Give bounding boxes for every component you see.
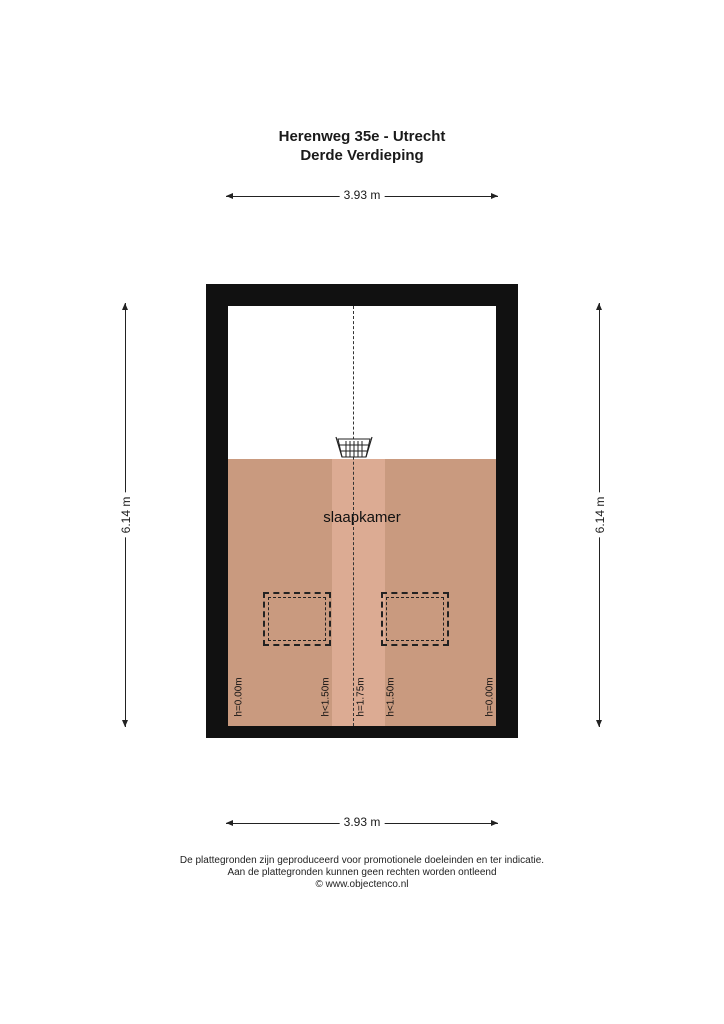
skylight-icon [381,592,449,646]
arrow-up-icon [596,303,602,310]
disclaimer-line-1: De plattegronden zijn geproduceerd voor promotionele doeleinden en ter indicatie. [179,855,545,866]
floor-plan [206,284,518,738]
skylight-icon [263,592,331,646]
height-label-right-wall: h=0.00m [484,677,496,717]
arrow-up-icon [122,303,128,310]
plan-interior [228,306,496,726]
height-label-left-wall: h=0.00m [233,677,245,717]
plan-title-address: Herenweg 35e - Utrecht [278,128,446,145]
dimension-left-height [119,303,133,727]
height-label-left-mid: h<1.50m [320,677,332,717]
dimension-label: 3.93 m [340,188,385,202]
plan-title-floor: Derde Verdieping [300,147,424,164]
dimension-label: 3.93 m [340,815,385,829]
height-label-ridge: h=1.75m [355,677,367,717]
copyright-line: © www.objectenco.nl [315,879,409,890]
disclaimer-line-2: Aan de plattegronden kunnen geen rechten worden ontleend [227,867,497,878]
dimension-label: 6.14 m [119,493,133,538]
dimension-top-width [226,190,498,204]
arrow-left-icon [226,820,233,826]
dimension-right-height [593,303,607,727]
arrow-right-icon [491,193,498,199]
stair-icon [334,435,374,459]
arrow-left-icon [226,193,233,199]
arrow-right-icon [491,820,498,826]
arrow-down-icon [596,720,602,727]
room-label: slaapkamer [323,509,401,526]
dimension-label: 6.14 m [593,493,607,538]
height-label-right-mid: h<1.50m [385,677,397,717]
arrow-down-icon [122,720,128,727]
dimension-bottom-width [226,817,498,831]
